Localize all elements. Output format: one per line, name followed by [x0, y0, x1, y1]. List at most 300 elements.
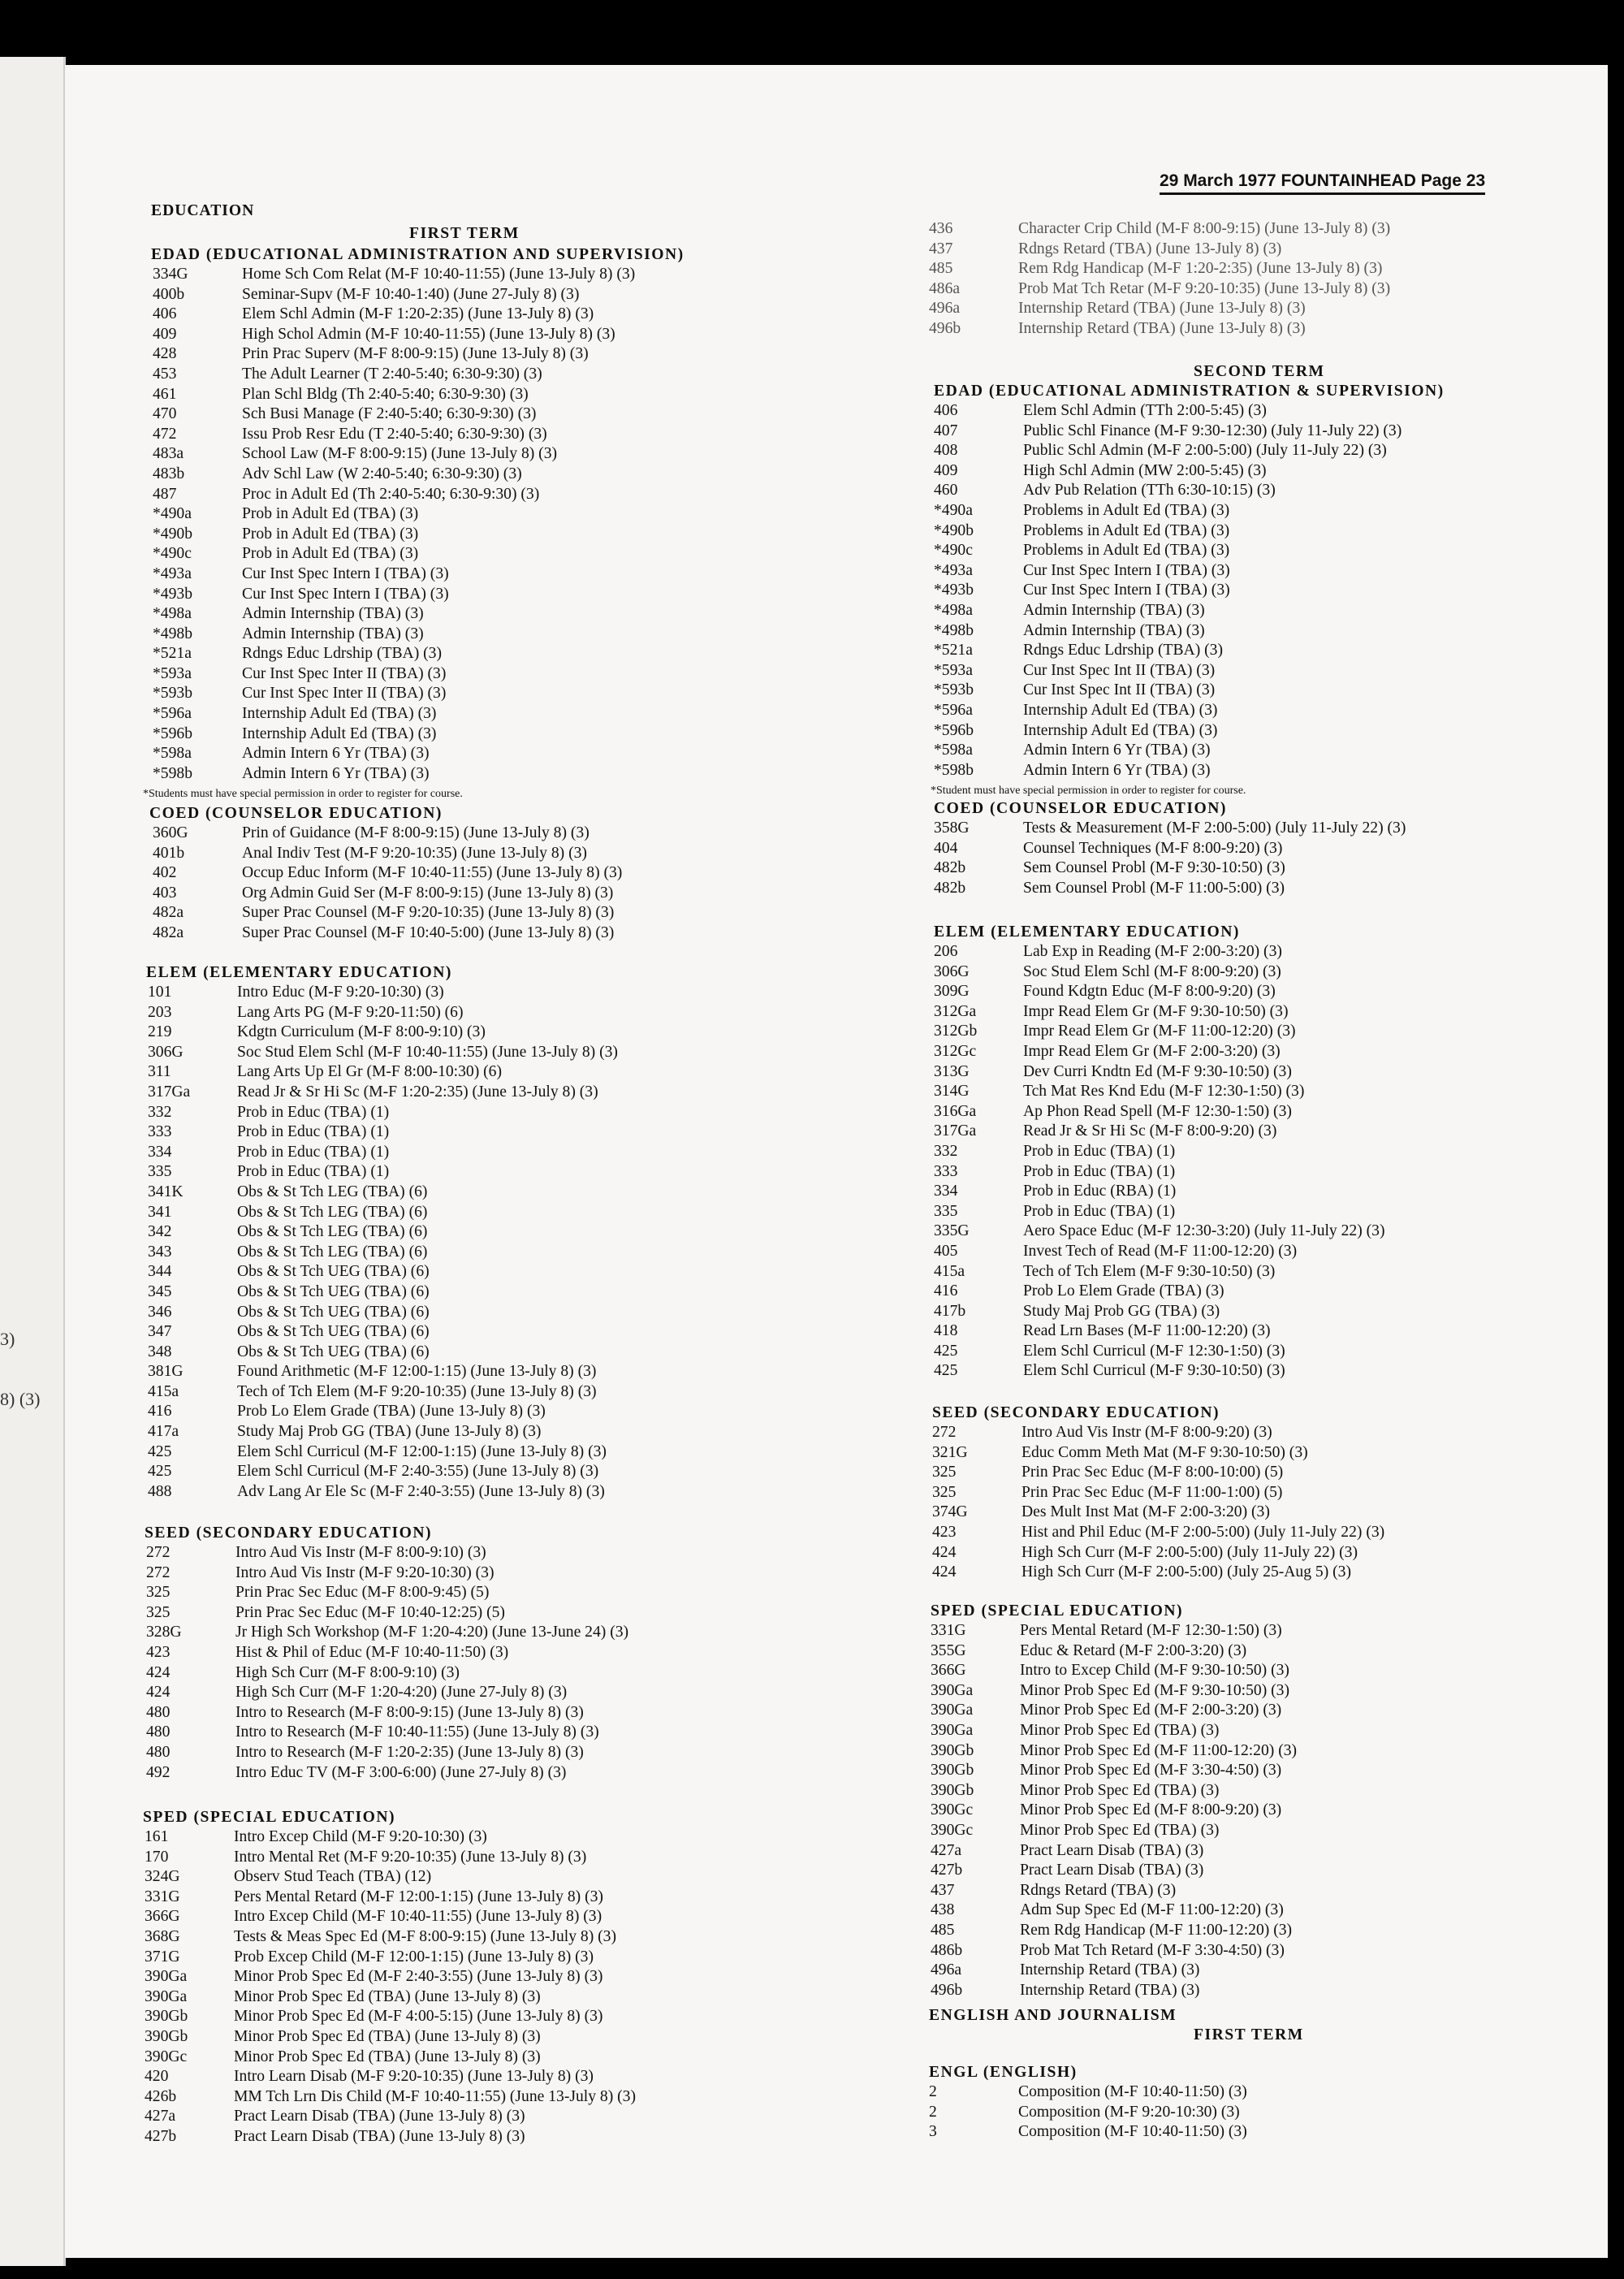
course-description: Public Schl Admin (M-F 2:00-5:00) (July 11-July 22) (3): [1023, 442, 1387, 460]
course-description: Elem Schl Admin (M-F 1:20-2:35) (June 13-July 8) (3): [242, 305, 594, 323]
course-description: Rdngs Educ Ldrship (TBA) (3): [1023, 642, 1223, 659]
course-code: 390Gc: [145, 2048, 188, 2065]
section-title-english: ENGLISH AND JOURNALISM: [929, 2007, 1177, 2024]
course-code: 381G: [148, 1363, 184, 1381]
course-code: 487: [153, 485, 177, 503]
course-description: Prin of Guidance (M-F 8:00-9:15) (June 13-July 8) (3): [242, 824, 590, 841]
course-code: 390Gb: [931, 1781, 974, 1799]
course-code: 482a: [153, 923, 184, 941]
course-description: Lang Arts Up El Gr (M-F 8:00-10:30) (6): [237, 1063, 502, 1081]
course-code: 390Gb: [145, 2008, 188, 2026]
course-code: 492: [146, 1763, 171, 1781]
course-code: 331G: [145, 1888, 180, 1905]
course-code: 314G: [934, 1083, 970, 1101]
course-code: 425: [934, 1342, 958, 1360]
course-description: Prob Lo Elem Grade (TBA) (3): [1023, 1282, 1224, 1300]
course-description: Intro Aud Vis Instr (M-F 9:20-10:30) (3): [235, 1563, 495, 1581]
course-code: 406: [153, 305, 177, 323]
course-code: 472: [153, 425, 177, 443]
course-description: Super Prac Counsel (M-F 10:40-5:00) (June 13-July 8) (3): [242, 923, 615, 941]
course-code: 483b: [153, 465, 185, 482]
term-title-first: FIRST TERM: [409, 225, 520, 242]
dept-title-engl: ENGL (ENGLISH): [929, 2064, 1078, 2081]
course-code: 345: [148, 1282, 172, 1300]
course-code: 390Ga: [145, 1987, 188, 2005]
dept-title-elem: ELEM (ELEMENTARY EDUCATION): [146, 964, 452, 981]
course-code: *490a: [153, 505, 192, 523]
course-description: Prob in Educ (TBA) (1): [237, 1123, 390, 1141]
course-code: 480: [146, 1703, 171, 1721]
course-code: 334G: [153, 266, 188, 283]
course-description: Rdngs Retard (TBA) (3): [1020, 1881, 1177, 1899]
course-description: Tech of Tch Elem (M-F 9:30-10:50) (3): [1023, 1262, 1276, 1280]
course-description: Character Crip Child (M-F 8:00-9:15) (June 13-July 8) (3): [1018, 220, 1391, 237]
course-code: 482b: [934, 879, 966, 897]
course-description: Admin Intern 6 Yr (TBA) (3): [1023, 761, 1211, 779]
course-code: 312Gc: [934, 1042, 977, 1060]
dept-title-edad-second: EDAD (EDUCATIONAL ADMINISTRATION & SUPERVISION): [934, 383, 1445, 400]
course-description: Intro Aud Vis Instr (M-F 8:00-9:10) (3): [235, 1544, 486, 1561]
course-code: 371G: [145, 1948, 180, 1965]
course-description: Sem Counsel Probl (M-F 9:30-10:50) (3): [1023, 859, 1285, 877]
course-code: *498a: [934, 601, 973, 619]
course-code: *596b: [153, 724, 192, 742]
course-code: 405: [934, 1242, 958, 1260]
course-description: Educ & Retard (M-F 2:00-3:20) (3): [1020, 1641, 1247, 1659]
course-description: Elem Schl Curricul (M-F 12:30-1:50) (3): [1023, 1342, 1285, 1360]
course-code: 486a: [929, 279, 961, 297]
course-description: Educ Comm Meth Mat (M-F 9:30-10:50) (3): [1021, 1443, 1308, 1461]
course-code: 317Ga: [148, 1083, 191, 1101]
course-description: Prob in Adult Ed (TBA) (3): [242, 545, 419, 563]
course-description: Prob in Adult Ed (TBA) (3): [242, 525, 419, 543]
course-description: Pract Learn Disab (TBA) (3): [1020, 1862, 1204, 1879]
course-description: Admin Intern 6 Yr (TBA) (3): [242, 745, 430, 763]
course-code: 161: [145, 1828, 169, 1845]
course-code: 344: [148, 1263, 172, 1281]
course-description: Occup Educ Inform (M-F 10:40-11:55) (June 13-July 8) (3): [242, 864, 623, 882]
course-description: Internship Retard (TBA) (3): [1020, 1961, 1200, 1979]
course-description: Admin Intern 6 Yr (TBA) (3): [242, 764, 430, 782]
course-code: 309G: [934, 983, 970, 1001]
course-description: Obs & St Tch UEG (TBA) (6): [237, 1263, 430, 1281]
course-code: *498b: [934, 621, 974, 639]
course-code: 496a: [931, 1961, 962, 1979]
course-description: Prob Mat Tch Retar (M-F 9:20-10:35) (June 13-July 8) (3): [1018, 279, 1391, 297]
course-code: 341: [148, 1203, 172, 1221]
course-description: Minor Prob Spec Ed (M-F 8:00-9:20) (3): [1020, 1801, 1282, 1819]
course-code: 311: [148, 1063, 171, 1081]
course-code: 424: [146, 1663, 171, 1681]
course-description: Prin Prac Sec Educ (M-F 10:40-12:25) (5): [235, 1603, 505, 1621]
course-code: 2: [929, 2103, 937, 2121]
course-code: *596a: [934, 701, 973, 719]
course-code: 424: [146, 1684, 171, 1702]
course-code: 403: [153, 884, 177, 902]
course-description: Minor Prob Spec Ed (TBA) (June 13-July 8) (3): [234, 2027, 541, 2045]
left-fragment-1: 3): [0, 1329, 15, 1349]
course-code: *493a: [934, 561, 973, 579]
course-code: *596a: [153, 705, 192, 723]
course-code: 488: [148, 1482, 172, 1500]
course-code: 486b: [931, 1941, 963, 1959]
course-description: Problems in Adult Ed (TBA) (3): [1023, 521, 1230, 539]
course-description: Tests & Meas Spec Ed (M-F 8:00-9:15) (June 13-July 8) (3): [234, 1927, 616, 1945]
course-code: 390Ga: [931, 1702, 974, 1719]
course-code: 306G: [934, 962, 970, 980]
course-description: Prob in Educ (TBA) (1): [237, 1163, 390, 1181]
course-code: 401b: [153, 844, 185, 862]
course-description: Cur Inst Spec Inter II (TBA) (3): [242, 664, 447, 682]
course-code: *490b: [934, 521, 974, 539]
course-description: Rdngs Retard (TBA) (June 13-July 8) (3): [1018, 240, 1282, 257]
course-code: 482a: [153, 904, 184, 922]
course-code: 335G: [934, 1222, 970, 1240]
course-description: Internship Adult Ed (TBA) (3): [1023, 701, 1218, 719]
course-code: 453: [153, 365, 177, 383]
course-description: Soc Stud Elem Schl (M-F 10:40-11:55) (June 13-July 8) (3): [237, 1043, 618, 1061]
course-code: 423: [146, 1643, 171, 1661]
course-code: 390Gc: [931, 1801, 974, 1819]
course-description: Intro Educ TV (M-F 3:00-6:00) (June 27-July 8) (3): [235, 1763, 567, 1781]
course-description: Tests & Measurement (M-F 2:00-5:00) (July 11-July 22) (3): [1023, 819, 1406, 837]
section-title-education: EDUCATION: [151, 202, 255, 219]
course-code: 390Ga: [931, 1721, 974, 1739]
course-description: Seminar-Supv (M-F 10:40-1:40) (June 27-July 8) (3): [242, 285, 580, 303]
course-description: Read Jr & Sr Hi Sc (M-F 8:00-9:20) (3): [1023, 1122, 1277, 1140]
course-code: *521a: [934, 642, 973, 659]
course-code: 408: [934, 442, 958, 460]
course-code: 355G: [931, 1641, 966, 1659]
course-description: Intro Excep Child (M-F 10:40-11:55) (June 13-July 8) (3): [234, 1908, 603, 1926]
course-description: Internship Adult Ed (TBA) (3): [242, 724, 437, 742]
course-code: *593a: [934, 661, 973, 679]
course-description: Elem Schl Curricul (M-F 2:40-3:55) (June 13-July 8) (3): [237, 1463, 599, 1481]
course-code: 335: [934, 1202, 958, 1220]
course-description: Plan Schl Bldg (Th 2:40-5:40; 6:30-9:30) (3): [242, 385, 529, 403]
course-description: Kdgtn Curriculum (M-F 8:00-9:10) (3): [237, 1023, 486, 1041]
course-description: Problems in Adult Ed (TBA) (3): [1023, 542, 1230, 560]
course-description: Rem Rdg Handicap (M-F 11:00-12:20) (3): [1020, 1921, 1293, 1939]
course-description: Obs & St Tch UEG (TBA) (6): [237, 1323, 430, 1341]
course-code: 400b: [153, 285, 185, 303]
course-code: 341K: [148, 1183, 184, 1200]
course-code: 390Gb: [931, 1762, 974, 1780]
course-description: Cur Inst Spec Int II (TBA) (3): [1023, 661, 1216, 679]
left-fragment-2: 8) (3): [0, 1389, 41, 1409]
course-code: 402: [153, 864, 177, 882]
course-description: Admin Internship (TBA) (3): [242, 605, 424, 623]
course-description: Minor Prob Spec Ed (TBA) (3): [1020, 1781, 1220, 1799]
course-code: 496b: [929, 319, 961, 337]
course-code: 409: [934, 461, 958, 479]
course-description: Elem Schl Curricul (M-F 9:30-10:50) (3): [1023, 1362, 1285, 1380]
course-description: Internship Retard (TBA) (June 13-July 8) (3): [1018, 300, 1306, 318]
course-code: 427b: [145, 2127, 177, 2145]
course-code: *598a: [934, 742, 973, 759]
course-description: Intro Learn Disab (M-F 9:20-10:35) (June 13-July 8) (3): [234, 2068, 594, 2086]
course-code: 328G: [146, 1624, 182, 1641]
course-code: 334: [148, 1143, 172, 1161]
course-description: Internship Retard (TBA) (June 13-July 8) (3): [1018, 319, 1306, 337]
course-description: Cur Inst Spec Intern I (TBA) (3): [1023, 582, 1230, 599]
dept-title-coed-second: COED (COUNSELOR EDUCATION): [934, 800, 1227, 817]
course-description: Composition (M-F 9:20-10:30) (3): [1018, 2103, 1240, 2121]
course-description: Pract Learn Disab (TBA) (June 13-July 8) (3): [234, 2108, 525, 2125]
course-description: Obs & St Tch LEG (TBA) (6): [237, 1223, 428, 1241]
course-code: 426b: [145, 2087, 177, 2105]
course-description: Prob Mat Tch Retard (M-F 3:30-4:50) (3): [1020, 1941, 1285, 1959]
course-description: Intro Excep Child (M-F 9:20-10:30) (3): [234, 1828, 487, 1845]
course-code: 335: [148, 1163, 172, 1181]
course-description: Minor Prob Spec Ed (M-F 2:40-3:55) (June 13-July 8) (3): [234, 1968, 603, 1986]
course-description: Proc in Adult Ed (Th 2:40-5:40; 6:30-9:30) (3): [242, 485, 540, 503]
course-code: 366G: [931, 1662, 966, 1680]
course-code: *490c: [934, 542, 973, 560]
course-code: 324G: [145, 1868, 180, 1886]
course-code: 333: [148, 1123, 172, 1141]
course-description: High Schl Admin (MW 2:00-5:45) (3): [1023, 461, 1267, 479]
course-description: Intro to Research (M-F 10:40-11:55) (June 13-July 8) (3): [235, 1723, 599, 1741]
course-description: Lab Exp in Reading (M-F 2:00-3:20) (3): [1023, 943, 1282, 960]
course-code: 485: [931, 1921, 955, 1939]
course-code: *498b: [153, 625, 192, 642]
term-title-english-first: FIRST TERM: [1194, 2026, 1304, 2043]
dept-title-sped: SPED (SPECIAL EDUCATION): [143, 1809, 396, 1826]
course-code: 420: [145, 2068, 169, 2086]
course-description: Prob in Educ (TBA) (1): [1023, 1162, 1176, 1180]
course-code: 325: [932, 1483, 957, 1501]
course-description: Home Sch Com Relat (M-F 10:40-11:55) (June 13-July 8) (3): [242, 266, 636, 283]
course-description: Study Maj Prob GG (TBA) (3): [1023, 1302, 1220, 1320]
course-description: Intro to Research (M-F 8:00-9:15) (June 13-July 8) (3): [235, 1703, 584, 1721]
course-code: 416: [934, 1282, 958, 1300]
course-code: 482b: [934, 859, 966, 877]
course-code: 436: [929, 220, 953, 237]
course-description: Prin Prac Sec Educ (M-F 8:00-10:00) (5): [1021, 1464, 1284, 1481]
course-code: 417b: [934, 1302, 966, 1320]
course-code: 390Gb: [931, 1741, 974, 1759]
course-description: Lang Arts PG (M-F 9:20-11:50) (6): [237, 1003, 464, 1021]
course-description: Admin Internship (TBA) (3): [1023, 621, 1205, 639]
course-description: Prob Excep Child (M-F 12:00-1:15) (June 13-July 8) (3): [234, 1948, 594, 1965]
course-code: 485: [929, 260, 953, 278]
dept-title-elem-second: ELEM (ELEMENTARY EDUCATION): [934, 923, 1240, 941]
header-date: 29 March 1977: [1160, 171, 1276, 190]
course-code: 496b: [931, 1981, 963, 1999]
course-description: Issu Prob Resr Edu (T 2:40-5:40; 6:30-9:30) (3): [242, 425, 547, 443]
course-code: 316Ga: [934, 1102, 977, 1120]
course-description: Dev Curri Kndtn Ed (M-F 9:30-10:50) (3): [1023, 1062, 1292, 1080]
course-description: Study Maj Prob GG (TBA) (June 13-July 8) (3): [237, 1423, 542, 1441]
course-description: Obs & St Tch UEG (TBA) (6): [237, 1282, 430, 1300]
course-description: Obs & St Tch LEG (TBA) (6): [237, 1203, 428, 1221]
course-description: Super Prac Counsel (M-F 9:20-10:35) (June 13-July 8) (3): [242, 904, 615, 922]
course-code: 374G: [932, 1503, 968, 1521]
course-code: *498a: [153, 605, 192, 623]
course-description: Rem Rdg Handicap (M-F 1:20-2:35) (June 13-July 8) (3): [1018, 260, 1383, 278]
course-description: Adm Sup Spec Ed (M-F 11:00-12:20) (3): [1020, 1901, 1284, 1919]
course-description: High Sch Curr (M-F 1:20-4:20) (June 27-July 8) (3): [235, 1684, 568, 1702]
course-description: Composition (M-F 10:40-11:50) (3): [1018, 2083, 1247, 2100]
course-code: 423: [932, 1523, 957, 1541]
course-code: 496a: [929, 300, 961, 318]
course-code: 390Gb: [145, 2027, 188, 2045]
course-description: Minor Prob Spec Ed (TBA) (June 13-July 8) (3): [234, 1987, 541, 2005]
course-description: Minor Prob Spec Ed (TBA) (3): [1020, 1821, 1220, 1839]
course-code: 206: [934, 943, 958, 960]
course-code: 437: [931, 1881, 955, 1899]
course-description: Intro Mental Ret (M-F 9:20-10:35) (June 13-July 8) (3): [234, 1848, 587, 1866]
course-code: 333: [934, 1162, 958, 1180]
page-header: [1160, 171, 1485, 195]
course-code: 358G: [934, 819, 970, 837]
course-description: Adv Schl Law (W 2:40-5:40; 6:30-9:30) (3): [242, 465, 522, 482]
course-code: 480: [146, 1743, 171, 1761]
course-code: 415a: [148, 1382, 179, 1400]
course-code: 347: [148, 1323, 172, 1341]
course-code: *593b: [153, 685, 192, 703]
course-description: Prob in Educ (RBA) (1): [1023, 1183, 1177, 1200]
course-code: 332: [148, 1103, 172, 1121]
course-code: *490c: [153, 545, 192, 563]
course-code: 428: [153, 345, 177, 363]
course-code: 3: [929, 2123, 937, 2141]
course-code: *493b: [934, 582, 974, 599]
course-description: Tch Mat Res Knd Edu (M-F 12:30-1:50) (3): [1023, 1083, 1305, 1101]
course-description: Prin Prac Sec Educ (M-F 11:00-1:00) (5): [1021, 1483, 1283, 1501]
course-code: 406: [934, 402, 958, 419]
course-description: Prin Prac Superv (M-F 8:00-9:15) (June 13-July 8) (3): [242, 345, 589, 363]
course-description: Adv Pub Relation (TTh 6:30-10:15) (3): [1023, 482, 1276, 499]
course-description: Sem Counsel Probl (M-F 11:00-5:00) (3): [1023, 879, 1285, 897]
course-code: 272: [146, 1544, 171, 1561]
course-description: Internship Adult Ed (TBA) (3): [242, 705, 437, 723]
course-code: 409: [153, 325, 177, 343]
course-code: *598a: [153, 745, 192, 763]
course-description: Adv Lang Ar Ele Sc (M-F 2:40-3:55) (June 13-July 8) (3): [237, 1482, 605, 1500]
course-code: 313G: [934, 1062, 970, 1080]
course-description: Observ Stud Teach (TBA) (12): [234, 1868, 432, 1886]
course-description: High Sch Curr (M-F 2:00-5:00) (July 25-Aug 5) (3): [1021, 1563, 1351, 1581]
course-code: 325: [146, 1584, 171, 1602]
course-code: 427a: [931, 1841, 962, 1859]
course-description: Rdngs Educ Ldrship (TBA) (3): [242, 645, 442, 663]
course-code: 483a: [153, 445, 184, 463]
course-description: Prob in Educ (TBA) (1): [237, 1143, 390, 1161]
course-code: 366G: [145, 1908, 180, 1926]
course-description: Soc Stud Elem Schl (M-F 8:00-9:20) (3): [1023, 962, 1281, 980]
course-code: 407: [934, 422, 958, 439]
course-code: 272: [146, 1563, 171, 1581]
course-description: Pers Mental Retard (M-F 12:30-1:50) (3): [1020, 1622, 1282, 1639]
course-code: 334: [934, 1183, 958, 1200]
course-description: MM Tch Lrn Dis Child (M-F 10:40-11:55) (June 13-July 8) (3): [234, 2087, 636, 2105]
course-description: Prob in Educ (TBA) (1): [237, 1103, 390, 1121]
course-description: Prob Lo Elem Grade (TBA) (June 13-July 8) (3): [237, 1403, 546, 1421]
header-paper: FOUNTAINHEAD: [1281, 171, 1416, 190]
course-description: Cur Inst Spec Intern I (TBA) (3): [242, 585, 449, 603]
course-code: 317Ga: [934, 1122, 977, 1140]
course-code: *593a: [153, 664, 192, 682]
course-code: 424: [932, 1543, 957, 1561]
course-description: Impr Read Elem Gr (M-F 9:30-10:50) (3): [1023, 1002, 1289, 1020]
term-title-second: SECOND TERM: [1194, 363, 1325, 380]
course-description: School Law (M-F 8:00-9:15) (June 13-July 8) (3): [242, 445, 558, 463]
course-code: 390Ga: [931, 1681, 974, 1699]
course-description: Obs & St Tch LEG (TBA) (6): [237, 1183, 428, 1200]
dept-title-sped-second: SPED (SPECIAL EDUCATION): [931, 1602, 1184, 1620]
course-description: Problems in Adult Ed (TBA) (3): [1023, 501, 1230, 519]
course-description: Counsel Techniques (M-F 8:00-9:20) (3): [1023, 839, 1283, 857]
course-description: Minor Prob Spec Ed (TBA) (June 13-July 8) (3): [234, 2048, 541, 2065]
course-description: High Sch Curr (M-F 8:00-9:10) (3): [235, 1663, 460, 1681]
course-description: Minor Prob Spec Ed (TBA) (3): [1020, 1721, 1220, 1739]
course-description: Invest Tech of Read (M-F 11:00-12:20) (3): [1023, 1242, 1298, 1260]
course-description: Pract Learn Disab (TBA) (3): [1020, 1841, 1204, 1859]
course-code: 480: [146, 1723, 171, 1741]
course-description: Admin Internship (TBA) (3): [1023, 601, 1205, 619]
course-description: Obs & St Tch LEG (TBA) (6): [237, 1243, 428, 1261]
course-code: 425: [148, 1463, 172, 1481]
course-description: Elem Schl Admin (TTh 2:00-5:45) (3): [1023, 402, 1267, 419]
course-description: Cur Inst Spec Int II (TBA) (3): [1023, 681, 1216, 699]
course-description: Intro Aud Vis Instr (M-F 8:00-9:20) (3): [1021, 1424, 1272, 1441]
course-description: Cur Inst Spec Intern I (TBA) (3): [1023, 561, 1230, 579]
course-description: Intro to Excep Child (M-F 9:30-10:50) (3): [1020, 1662, 1289, 1680]
course-code: *598b: [934, 761, 974, 779]
course-code: 321G: [932, 1443, 968, 1461]
course-description: Obs & St Tch UEG (TBA) (6): [237, 1303, 430, 1321]
course-code: 2: [929, 2083, 937, 2100]
course-code: 360G: [153, 824, 188, 841]
course-code: *493a: [153, 564, 192, 582]
course-description: Jr High Sch Workshop (M-F 1:20-4:20) (June 13-June 24) (3): [235, 1624, 629, 1641]
course-code: 437: [929, 240, 953, 257]
course-code: 203: [148, 1003, 172, 1021]
course-description: High Schol Admin (M-F 10:40-11:55) (June 13-July 8) (3): [242, 325, 615, 343]
course-code: 404: [934, 839, 958, 857]
course-code: *493b: [153, 585, 192, 603]
course-code: 312Gb: [934, 1023, 978, 1040]
course-code: 101: [148, 984, 172, 1001]
course-code: 368G: [145, 1927, 180, 1945]
course-description: Internship Adult Ed (TBA) (3): [1023, 721, 1218, 739]
course-code: 219: [148, 1023, 172, 1041]
course-code: 272: [932, 1424, 957, 1441]
course-code: 417a: [148, 1423, 179, 1441]
course-code: 312Ga: [934, 1002, 977, 1020]
header-page: Page 23: [1420, 171, 1486, 190]
course-code: 331G: [931, 1622, 966, 1639]
course-description: Prob in Educ (TBA) (1): [1023, 1202, 1176, 1220]
course-description: Admin Internship (TBA) (3): [242, 625, 424, 642]
course-description: Public Schl Finance (M-F 9:30-12:30) (July 11-July 22) (3): [1023, 422, 1402, 439]
course-description: Org Admin Guid Ser (M-F 8:00-9:15) (June 13-July 8) (3): [242, 884, 614, 902]
course-code: 332: [934, 1142, 958, 1160]
course-description: Minor Prob Spec Ed (M-F 11:00-12:20) (3): [1020, 1741, 1298, 1759]
course-code: *598b: [153, 764, 192, 782]
course-code: 424: [932, 1563, 957, 1581]
course-description: Elem Schl Curricul (M-F 12:00-1:15) (June 13-July 8) (3): [237, 1442, 607, 1460]
course-description: Sch Busi Manage (F 2:40-5:40; 6:30-9:30) (3): [242, 405, 537, 423]
adjacent-page-edge: [0, 57, 66, 2266]
course-code: *490a: [934, 501, 973, 519]
dept-title-edad: EDAD (EDUCATIONAL ADMINISTRATION AND SUPERVISION): [151, 246, 685, 263]
course-description: Cur Inst Spec Inter II (TBA) (3): [242, 685, 447, 703]
course-description: Impr Read Elem Gr (M-F 11:00-12:20) (3): [1023, 1023, 1296, 1040]
course-code: 390Ga: [145, 1968, 188, 1986]
